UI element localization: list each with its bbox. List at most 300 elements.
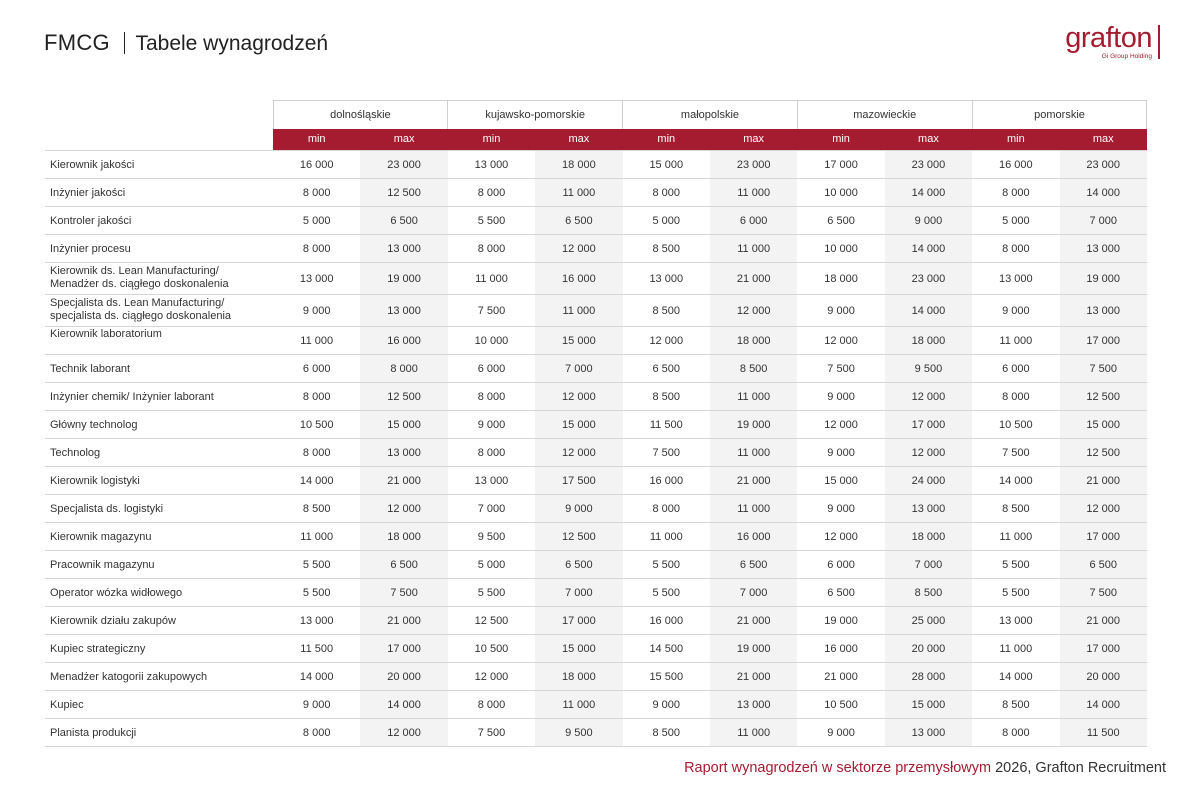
min-salary-cell: 13 000 — [972, 607, 1059, 635]
role-name: Kierownik magazynu — [50, 531, 152, 543]
min-salary-cell: 5 000 — [623, 207, 710, 235]
min-salary-cell: 13 000 — [623, 263, 710, 295]
min-salary-cell: 7 500 — [797, 355, 884, 383]
min-salary-cell: 13 000 — [972, 263, 1059, 295]
salary-table-body — [45, 151, 1147, 747]
max-salary-cell: 23 000 — [1060, 151, 1147, 179]
min-salary-cell: 5 000 — [972, 207, 1059, 235]
role-name: Pracownik magazynu — [50, 559, 155, 571]
table-row — [45, 691, 1147, 719]
max-salary-cell: 13 000 — [360, 439, 447, 467]
role-name: Inżynier procesu — [50, 243, 131, 255]
max-salary-cell: 17 000 — [1060, 327, 1147, 355]
role-name-line2: Menadżer ds. ciągłego doskonalenia — [50, 278, 229, 290]
max-salary-cell: 15 000 — [360, 411, 447, 439]
role-name: Specjalista ds. logistyki — [50, 503, 164, 515]
min-salary-cell: 6 500 — [797, 207, 884, 235]
min-salary-cell: 6 500 — [797, 579, 884, 607]
max-salary-cell: 13 000 — [885, 719, 972, 747]
max-salary-cell: 13 000 — [710, 691, 797, 719]
min-salary-cell: 5 500 — [972, 579, 1059, 607]
max-salary-cell: 11 000 — [535, 295, 622, 327]
region-header: małopolskie — [623, 101, 798, 129]
max-salary-cell: 18 000 — [885, 327, 972, 355]
max-salary-cell: 9 000 — [535, 495, 622, 523]
min-salary-cell: 9 000 — [623, 691, 710, 719]
role-cell — [45, 355, 273, 383]
max-salary-cell: 18 000 — [535, 663, 622, 691]
min-salary-cell: 13 000 — [273, 263, 360, 295]
max-salary-cell: 12 000 — [535, 439, 622, 467]
max-salary-cell: 6 500 — [360, 551, 447, 579]
min-salary-cell: 5 500 — [273, 579, 360, 607]
max-salary-cell: 9 500 — [535, 719, 622, 747]
max-salary-cell: 21 000 — [710, 467, 797, 495]
max-salary-cell: 20 000 — [885, 635, 972, 663]
role-cell — [45, 663, 273, 691]
max-salary-cell: 19 000 — [710, 635, 797, 663]
max-header: max — [710, 129, 797, 151]
max-salary-cell: 7 000 — [535, 355, 622, 383]
max-salary-cell: 23 000 — [710, 151, 797, 179]
min-salary-cell: 5 500 — [623, 579, 710, 607]
min-salary-cell: 5 500 — [623, 551, 710, 579]
min-salary-cell: 8 000 — [972, 235, 1059, 263]
min-salary-cell: 11 500 — [623, 411, 710, 439]
role-name: Specjalista ds. Lean Manufacturing/ — [50, 297, 225, 309]
min-salary-cell: 9 000 — [273, 295, 360, 327]
max-salary-cell: 15 000 — [535, 411, 622, 439]
table-row — [45, 295, 1147, 327]
max-salary-cell: 6 500 — [1060, 551, 1147, 579]
max-salary-cell: 7 500 — [1060, 355, 1147, 383]
min-salary-cell: 9 500 — [448, 523, 535, 551]
min-salary-cell: 8 500 — [623, 235, 710, 263]
max-salary-cell: 19 000 — [710, 411, 797, 439]
min-salary-cell: 14 000 — [972, 467, 1059, 495]
max-salary-cell: 7 000 — [535, 579, 622, 607]
max-salary-cell: 11 000 — [710, 383, 797, 411]
min-salary-cell: 5 500 — [448, 579, 535, 607]
max-salary-cell: 12 000 — [535, 383, 622, 411]
max-salary-cell: 11 000 — [710, 719, 797, 747]
min-salary-cell: 10 000 — [797, 235, 884, 263]
min-salary-cell: 10 500 — [797, 691, 884, 719]
min-salary-cell: 11 500 — [273, 635, 360, 663]
max-salary-cell: 20 000 — [1060, 663, 1147, 691]
max-salary-cell: 12 000 — [1060, 495, 1147, 523]
table-row — [45, 263, 1147, 295]
min-salary-cell: 12 000 — [797, 411, 884, 439]
min-salary-cell: 6 000 — [448, 355, 535, 383]
role-cell — [45, 179, 273, 207]
max-salary-cell: 13 000 — [1060, 235, 1147, 263]
footer-note — [684, 760, 1166, 776]
max-salary-cell: 8 500 — [885, 579, 972, 607]
max-salary-cell: 24 000 — [885, 467, 972, 495]
role-cell — [45, 151, 273, 179]
max-salary-cell: 13 000 — [360, 235, 447, 263]
max-salary-cell: 6 500 — [710, 551, 797, 579]
max-salary-cell: 12 500 — [360, 383, 447, 411]
role-name: Kierownik jakości — [50, 159, 135, 171]
min-salary-cell: 8 000 — [972, 179, 1059, 207]
table-row — [45, 327, 1147, 355]
min-salary-cell: 8 500 — [623, 295, 710, 327]
min-salary-cell: 8 000 — [623, 179, 710, 207]
max-salary-cell: 21 000 — [360, 467, 447, 495]
min-salary-cell: 8 000 — [273, 719, 360, 747]
max-salary-cell: 12 500 — [1060, 439, 1147, 467]
max-salary-cell: 7 500 — [1060, 579, 1147, 607]
min-salary-cell: 8 000 — [448, 179, 535, 207]
table-row — [45, 579, 1147, 607]
min-salary-cell: 15 000 — [797, 467, 884, 495]
table-row — [45, 235, 1147, 263]
role-cell — [45, 551, 273, 579]
region-header-row — [45, 101, 1147, 129]
max-salary-cell: 7 500 — [360, 579, 447, 607]
max-salary-cell: 21 000 — [710, 263, 797, 295]
min-salary-cell: 5 000 — [273, 207, 360, 235]
min-salary-cell: 7 000 — [448, 495, 535, 523]
max-salary-cell: 11 500 — [1060, 719, 1147, 747]
role-cell — [45, 327, 273, 355]
table-row — [45, 207, 1147, 235]
max-header: max — [360, 129, 447, 151]
min-salary-cell: 12 000 — [797, 523, 884, 551]
min-salary-cell: 14 000 — [273, 663, 360, 691]
min-salary-cell: 16 000 — [623, 607, 710, 635]
role-cell — [45, 467, 273, 495]
min-salary-cell: 14 500 — [623, 635, 710, 663]
role-cell — [45, 635, 273, 663]
min-salary-cell: 12 000 — [797, 327, 884, 355]
min-salary-cell: 16 000 — [623, 467, 710, 495]
role-cell — [45, 523, 273, 551]
max-salary-cell: 6 000 — [710, 207, 797, 235]
min-salary-cell: 8 000 — [448, 235, 535, 263]
max-salary-cell: 17 000 — [1060, 635, 1147, 663]
max-salary-cell: 11 000 — [535, 179, 622, 207]
max-salary-cell: 17 000 — [535, 607, 622, 635]
max-salary-cell: 12 500 — [535, 523, 622, 551]
max-salary-cell: 18 000 — [360, 523, 447, 551]
role-name: Kierownik laboratorium — [50, 328, 162, 340]
logo-tagline: Gi Group Holding — [1101, 53, 1152, 60]
max-salary-cell: 23 000 — [885, 151, 972, 179]
table-row — [45, 607, 1147, 635]
max-salary-cell: 6 500 — [535, 551, 622, 579]
max-header: max — [1060, 129, 1147, 151]
max-salary-cell: 6 500 — [535, 207, 622, 235]
role-cell — [45, 439, 273, 467]
max-salary-cell: 14 000 — [885, 295, 972, 327]
header-corner — [45, 129, 273, 151]
min-salary-cell: 13 000 — [273, 607, 360, 635]
max-salary-cell: 12 500 — [1060, 383, 1147, 411]
max-salary-cell: 11 000 — [710, 439, 797, 467]
min-salary-cell: 7 500 — [972, 439, 1059, 467]
max-salary-cell: 23 000 — [360, 151, 447, 179]
table-row — [45, 635, 1147, 663]
min-salary-cell: 8 000 — [972, 719, 1059, 747]
role-name: Kupiec — [50, 699, 84, 711]
max-header: max — [885, 129, 972, 151]
min-header: min — [972, 129, 1059, 151]
max-salary-cell: 13 000 — [360, 295, 447, 327]
min-salary-cell: 14 000 — [972, 663, 1059, 691]
header-corner — [45, 101, 273, 129]
role-name: Kierownik ds. Lean Manufacturing/ — [50, 265, 219, 277]
max-salary-cell: 12 000 — [710, 295, 797, 327]
max-salary-cell: 11 000 — [710, 495, 797, 523]
min-salary-cell: 9 000 — [797, 495, 884, 523]
max-salary-cell: 15 000 — [535, 327, 622, 355]
role-name: Technik laborant — [50, 363, 131, 375]
min-salary-cell: 7 500 — [623, 439, 710, 467]
min-salary-cell: 11 000 — [623, 523, 710, 551]
role-name: Inżynier chemik/ Inżynier laborant — [50, 391, 214, 403]
grafton-logo — [1048, 22, 1160, 62]
max-salary-cell: 6 500 — [360, 207, 447, 235]
min-salary-cell: 9 000 — [273, 691, 360, 719]
role-name: Kierownik logistyki — [50, 475, 140, 487]
min-salary-cell: 9 000 — [797, 439, 884, 467]
table-row — [45, 439, 1147, 467]
max-salary-cell: 7 000 — [710, 579, 797, 607]
min-salary-cell: 8 000 — [623, 495, 710, 523]
role-cell — [45, 383, 273, 411]
table-row — [45, 663, 1147, 691]
max-salary-cell: 9 500 — [885, 355, 972, 383]
role-cell — [45, 495, 273, 523]
max-salary-cell: 16 000 — [535, 263, 622, 295]
max-salary-cell: 14 000 — [885, 179, 972, 207]
max-salary-cell: 21 000 — [1060, 467, 1147, 495]
max-salary-cell: 8 500 — [710, 355, 797, 383]
role-cell — [45, 411, 273, 439]
min-salary-cell: 12 000 — [448, 663, 535, 691]
max-salary-cell: 21 000 — [360, 607, 447, 635]
min-salary-cell: 12 500 — [448, 607, 535, 635]
max-salary-cell: 14 000 — [1060, 179, 1147, 207]
role-name: Planista produkcji — [50, 727, 137, 739]
max-salary-cell: 17 500 — [535, 467, 622, 495]
min-salary-cell: 8 000 — [273, 179, 360, 207]
role-cell — [45, 207, 273, 235]
min-salary-cell: 12 000 — [623, 327, 710, 355]
max-salary-cell: 11 000 — [535, 691, 622, 719]
logo-wordmark: grafton — [1065, 22, 1152, 54]
max-salary-cell: 15 000 — [885, 691, 972, 719]
footer-report-title: Raport wynagrodzeń w sektorze przemysłowym — [684, 760, 992, 776]
table-row — [45, 467, 1147, 495]
max-salary-cell: 12 000 — [535, 235, 622, 263]
min-salary-cell: 11 000 — [972, 523, 1059, 551]
table-row — [45, 179, 1147, 207]
region-header: pomorskie — [972, 101, 1147, 129]
min-salary-cell: 5 500 — [972, 551, 1059, 579]
table-row — [45, 523, 1147, 551]
max-salary-cell: 14 000 — [1060, 691, 1147, 719]
min-salary-cell: 7 500 — [448, 295, 535, 327]
role-cell — [45, 235, 273, 263]
min-salary-cell: 11 000 — [273, 327, 360, 355]
max-salary-cell: 12 000 — [885, 439, 972, 467]
max-salary-cell: 12 000 — [360, 495, 447, 523]
min-salary-cell: 9 000 — [972, 295, 1059, 327]
max-salary-cell: 13 000 — [885, 495, 972, 523]
max-salary-cell: 8 000 — [360, 355, 447, 383]
region-header: dolnośląskie — [273, 101, 448, 129]
max-salary-cell: 12 000 — [885, 383, 972, 411]
min-salary-cell: 10 500 — [972, 411, 1059, 439]
max-salary-cell: 19 000 — [1060, 263, 1147, 295]
min-salary-cell: 8 500 — [273, 495, 360, 523]
min-salary-cell: 8 000 — [972, 383, 1059, 411]
role-name: Kontroler jakości — [50, 215, 132, 227]
max-salary-cell: 15 000 — [1060, 411, 1147, 439]
max-salary-cell: 16 000 — [360, 327, 447, 355]
min-salary-cell: 18 000 — [797, 263, 884, 295]
max-salary-cell: 15 000 — [535, 635, 622, 663]
min-max-header-row — [45, 129, 1147, 151]
min-salary-cell: 11 000 — [972, 635, 1059, 663]
role-name: Inżynier jakości — [50, 187, 126, 199]
min-salary-cell: 10 500 — [448, 635, 535, 663]
min-salary-cell: 9 000 — [797, 719, 884, 747]
min-salary-cell: 14 000 — [273, 467, 360, 495]
region-header: mazowieckie — [797, 101, 972, 129]
min-salary-cell: 15 500 — [623, 663, 710, 691]
max-salary-cell: 14 000 — [360, 691, 447, 719]
role-cell — [45, 607, 273, 635]
min-salary-cell: 21 000 — [797, 663, 884, 691]
min-salary-cell: 16 000 — [273, 151, 360, 179]
min-salary-cell: 5 000 — [448, 551, 535, 579]
max-salary-cell: 9 000 — [885, 207, 972, 235]
role-cell — [45, 579, 273, 607]
min-salary-cell: 13 000 — [448, 151, 535, 179]
sector-name: FMCG — [44, 30, 110, 55]
min-salary-cell: 8 000 — [448, 691, 535, 719]
max-salary-cell: 21 000 — [1060, 607, 1147, 635]
role-name-line2: specjalista ds. ciągłego doskonalenia — [50, 310, 232, 322]
min-salary-cell: 8 500 — [972, 495, 1059, 523]
min-salary-cell: 10 500 — [273, 411, 360, 439]
min-salary-cell: 5 500 — [448, 207, 535, 235]
table-row — [45, 551, 1147, 579]
min-salary-cell: 11 000 — [273, 523, 360, 551]
min-salary-cell: 10 000 — [797, 179, 884, 207]
min-salary-cell: 16 000 — [797, 635, 884, 663]
min-header: min — [797, 129, 884, 151]
role-name: Technolog — [50, 447, 101, 459]
max-salary-cell: 28 000 — [885, 663, 972, 691]
table-row — [45, 719, 1147, 747]
role-name: Operator wózka widłowego — [50, 587, 183, 599]
max-salary-cell: 12 000 — [360, 719, 447, 747]
max-salary-cell: 20 000 — [360, 663, 447, 691]
table-row — [45, 495, 1147, 523]
min-salary-cell: 11 000 — [972, 327, 1059, 355]
table-row — [45, 383, 1147, 411]
max-salary-cell: 18 000 — [535, 151, 622, 179]
max-salary-cell: 18 000 — [710, 327, 797, 355]
role-name: Główny technolog — [50, 419, 138, 431]
min-salary-cell: 8 000 — [273, 439, 360, 467]
min-salary-cell: 8 000 — [448, 439, 535, 467]
max-salary-cell: 17 000 — [1060, 523, 1147, 551]
logo-bar — [1158, 25, 1160, 59]
min-header: min — [273, 129, 360, 151]
min-salary-cell: 5 500 — [273, 551, 360, 579]
role-cell — [45, 295, 273, 327]
min-salary-cell: 8 000 — [273, 383, 360, 411]
max-salary-cell: 17 000 — [885, 411, 972, 439]
min-salary-cell: 8 500 — [623, 383, 710, 411]
page-title — [44, 30, 328, 56]
footer-suffix: 2026, Grafton Recruitment — [991, 760, 1166, 776]
min-header: min — [623, 129, 710, 151]
role-name: Kierownik działu zakupów — [50, 615, 176, 627]
min-salary-cell: 8 000 — [273, 235, 360, 263]
min-salary-cell: 10 000 — [448, 327, 535, 355]
max-salary-cell: 25 000 — [885, 607, 972, 635]
min-salary-cell: 9 000 — [797, 383, 884, 411]
max-salary-cell: 7 000 — [1060, 207, 1147, 235]
max-salary-cell: 11 000 — [710, 179, 797, 207]
role-name: Kupiec strategiczny — [50, 643, 146, 655]
min-salary-cell: 6 000 — [797, 551, 884, 579]
role-cell — [45, 691, 273, 719]
max-salary-cell: 17 000 — [360, 635, 447, 663]
salary-table — [45, 100, 1147, 747]
min-salary-cell: 11 000 — [448, 263, 535, 295]
min-salary-cell: 15 000 — [623, 151, 710, 179]
min-salary-cell: 6 000 — [972, 355, 1059, 383]
max-salary-cell: 7 000 — [885, 551, 972, 579]
min-salary-cell: 8 000 — [448, 383, 535, 411]
min-salary-cell: 8 500 — [972, 691, 1059, 719]
min-salary-cell: 6 500 — [623, 355, 710, 383]
region-header: kujawsko-pomorskie — [448, 101, 623, 129]
table-row — [45, 411, 1147, 439]
min-salary-cell: 16 000 — [972, 151, 1059, 179]
min-salary-cell: 19 000 — [797, 607, 884, 635]
min-salary-cell: 7 500 — [448, 719, 535, 747]
max-header: max — [535, 129, 622, 151]
min-salary-cell: 9 000 — [797, 295, 884, 327]
role-name: Menadżer katogorii zakupowych — [50, 671, 208, 683]
min-salary-cell: 9 000 — [448, 411, 535, 439]
min-salary-cell: 6 000 — [273, 355, 360, 383]
max-salary-cell: 12 500 — [360, 179, 447, 207]
min-salary-cell: 8 500 — [623, 719, 710, 747]
table-row — [45, 151, 1147, 179]
max-salary-cell: 14 000 — [885, 235, 972, 263]
role-cell — [45, 263, 273, 295]
max-salary-cell: 11 000 — [710, 235, 797, 263]
max-salary-cell: 16 000 — [710, 523, 797, 551]
role-cell — [45, 719, 273, 747]
min-salary-cell: 17 000 — [797, 151, 884, 179]
max-salary-cell: 18 000 — [885, 523, 972, 551]
max-salary-cell: 21 000 — [710, 663, 797, 691]
table-row — [45, 355, 1147, 383]
max-salary-cell: 19 000 — [360, 263, 447, 295]
